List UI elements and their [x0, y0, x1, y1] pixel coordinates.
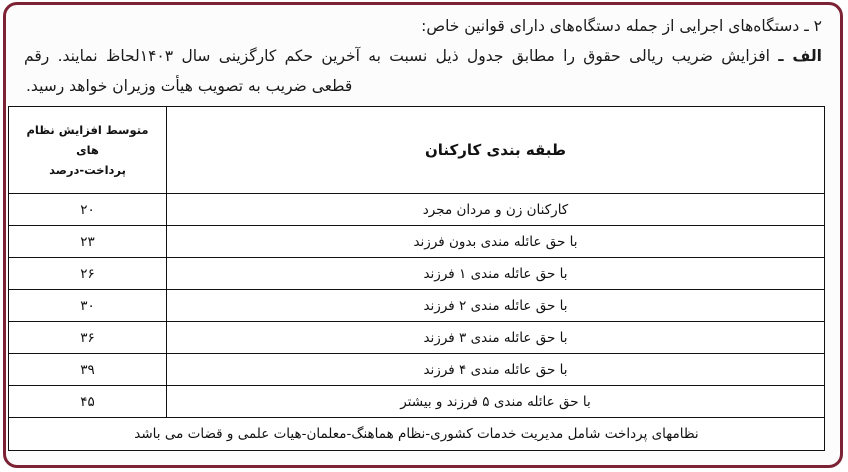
- cell-percent: ۴۵: [9, 386, 167, 418]
- intro-line-2-text: افزایش ضریب ریالی حقوق را مطابق جدول ذیل نسبت به آخرین حکم کارگزینی سال ۱۴۰۳لحاظ نمایند. رقم: [24, 47, 770, 65]
- cell-classification: با حق عائله مندی ۳ فرزند: [167, 322, 825, 354]
- table-row: [9, 322, 825, 354]
- intro-line-1: ۲ ـ دستگاه‌های اجرایی از جمله دستگاه‌های دارای قوانین خاص:: [421, 17, 822, 35]
- table-row: [9, 194, 825, 226]
- salary-increase-table: [8, 106, 825, 451]
- cell-percent: ۳۶: [9, 322, 167, 354]
- clause-alef-marker: الف ـ: [778, 47, 822, 65]
- document-body: [6, 5, 840, 465]
- cell-percent: ۲۰: [9, 194, 167, 226]
- table-body: [9, 194, 825, 451]
- intro-line-2: [24, 41, 822, 71]
- cell-classification: با حق عائله مندی بدون فرزند: [167, 226, 825, 258]
- cell-percent: ۳۰: [9, 290, 167, 322]
- cell-percent: ۲۶: [9, 258, 167, 290]
- table-row: [9, 226, 825, 258]
- intro-paragraph: [20, 9, 826, 101]
- header-percent-line-2: پرداخت-درصد: [49, 163, 126, 177]
- cell-classification: با حق عائله مندی ۲ فرزند: [167, 290, 825, 322]
- intro-line-3: قطعی ضریب به تصویب هیأت وزیران خواهد رسید.: [26, 77, 353, 95]
- document-frame: [3, 2, 843, 468]
- table-footnote-row: [9, 418, 825, 451]
- table-row: [9, 290, 825, 322]
- table-row: [9, 386, 825, 418]
- table-head: [9, 107, 825, 194]
- cell-classification: کارکنان زن و مردان مجرد: [167, 194, 825, 226]
- salary-table-container: [20, 106, 826, 451]
- cell-percent: ۲۳: [9, 226, 167, 258]
- header-percent-line-1: متوسط افزایش نظام های: [26, 123, 149, 157]
- header-percent: [9, 107, 167, 194]
- table-header-row: [9, 107, 825, 194]
- table-footnote: نظامهای پرداخت شامل مدیریت خدمات کشوری-نظام هماهنگ-معلمان-هیات علمی و قضات می باشد: [9, 418, 825, 451]
- cell-classification: با حق عائله مندی ۱ فرزند: [167, 258, 825, 290]
- table-row: [9, 354, 825, 386]
- cell-classification: با حق عائله مندی ۴ فرزند: [167, 354, 825, 386]
- header-classification: طبقه بندی کارکنان: [167, 107, 825, 194]
- table-row: [9, 258, 825, 290]
- cell-percent: ۳۹: [9, 354, 167, 386]
- cell-classification: با حق عائله مندی ۵ فرزند و بیشتر: [167, 386, 825, 418]
